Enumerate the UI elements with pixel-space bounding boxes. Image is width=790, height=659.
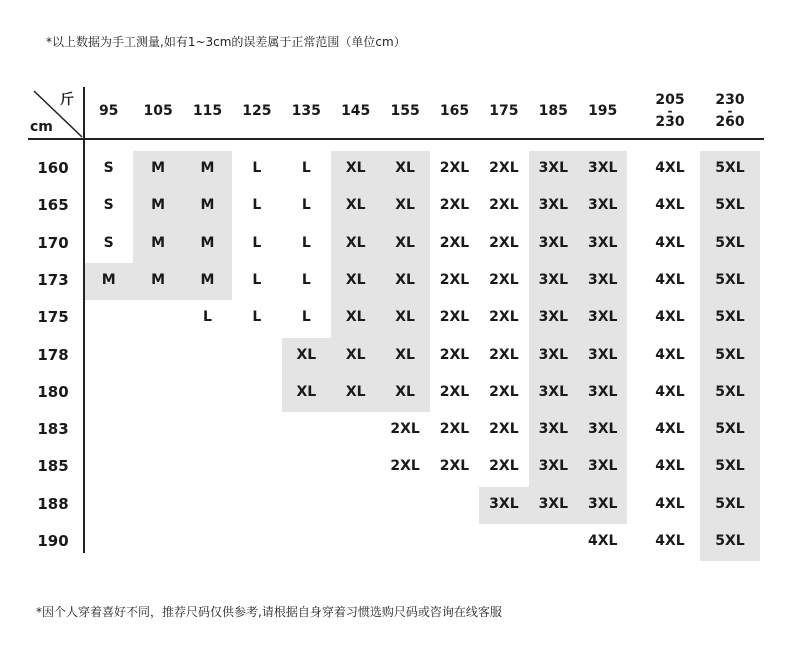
size-cell: 4XL [655, 346, 685, 363]
weight-header-dash: - [727, 104, 733, 118]
weight-header: 175 [489, 103, 519, 119]
size-cell: XL [395, 234, 415, 251]
size-cell: L [301, 271, 311, 288]
size-cell: XL [395, 271, 415, 288]
height-label: 183 [37, 420, 69, 439]
size-cell: 3XL [538, 271, 569, 288]
size-cell: 3XL [587, 495, 618, 512]
size-cell: 2XL [489, 309, 519, 326]
height-label: 160 [37, 159, 69, 177]
weight-header-bottom: 230 [655, 114, 685, 130]
weight-header [705, 92, 755, 130]
size-cell: 3XL [538, 383, 569, 400]
size-cell: L [252, 197, 262, 214]
size-cell: L [203, 309, 212, 326]
size-cell: 4XL [655, 160, 685, 176]
size-cell: 5XL [715, 495, 745, 512]
size-cell: 2XL [439, 421, 470, 438]
size-cell: XL [395, 346, 415, 363]
size-cell: 2XL [439, 271, 470, 288]
size-cell: 2XL [489, 160, 519, 176]
size-cell: 2XL [390, 421, 420, 438]
size-cell: L [301, 234, 311, 251]
height-label: 188 [37, 494, 69, 513]
weight-header: 145 [341, 103, 371, 119]
size-cell: 2XL [439, 458, 470, 475]
size-cell: 2XL [439, 160, 470, 176]
size-cell: S [103, 160, 114, 176]
size-cell: 5XL [715, 160, 745, 176]
size-cell: XL [345, 197, 366, 214]
size-cell: L [252, 160, 262, 176]
weight-header: 95 [98, 103, 119, 119]
size-cell: 3XL [587, 197, 618, 214]
weight-header: 135 [291, 103, 321, 119]
size-cell: 4XL [655, 271, 685, 288]
size-cell: M [200, 197, 215, 214]
height-label: 178 [37, 345, 69, 364]
size-cell: 3XL [538, 234, 569, 251]
size-cell: 2XL [439, 197, 470, 214]
size-cell: 3XL [538, 495, 569, 512]
height-label: 180 [37, 382, 69, 401]
size-cell: S [103, 234, 114, 251]
weight-header: 195 [588, 103, 618, 119]
size-cell: XL [345, 271, 366, 288]
size-cell: 2XL [489, 197, 519, 214]
size-cell: M [200, 271, 215, 288]
size-cell: 2XL [489, 234, 519, 251]
disclaimer-note: *因个人穿着喜好不同，推荐尺码仅供参考,请根据自身穿着习惯选购尺码或咨询在线客服 [36, 605, 502, 619]
size-cell: 4XL [655, 533, 685, 549]
weight-header-top: 230 [715, 92, 745, 108]
size-cell: 3XL [587, 421, 618, 438]
size-cell: 3XL [587, 346, 618, 363]
weight-header: 185 [538, 103, 568, 119]
size-cell: 2XL [489, 421, 519, 438]
size-cell: 3XL [587, 234, 618, 251]
size-cell: 2XL [489, 271, 519, 288]
size-cell: 5XL [715, 309, 745, 326]
size-cell: L [252, 271, 262, 288]
size-cell: XL [395, 197, 415, 214]
size-cell: M [151, 160, 166, 176]
size-cell: 4XL [655, 421, 685, 438]
size-cell: 5XL [715, 271, 745, 288]
size-cell: L [301, 160, 311, 176]
size-cell: S [103, 197, 114, 214]
size-cell: XL [345, 234, 366, 251]
weight-header: 115 [192, 103, 223, 119]
size-cell: 2XL [439, 234, 470, 251]
size-cell: XL [296, 383, 317, 400]
size-cell: 4XL [655, 234, 685, 251]
corner-height-label: cm [30, 119, 53, 135]
weight-header: 155 [390, 103, 420, 119]
size-cell: XL [345, 346, 366, 363]
header-divider [28, 138, 764, 140]
size-cell: 5XL [715, 421, 745, 438]
weight-header: 105 [143, 103, 173, 119]
size-cell: 4XL [655, 383, 685, 400]
size-cell: L [252, 234, 262, 251]
size-cell: L [301, 197, 311, 214]
weight-header-bottom: 260 [715, 114, 745, 130]
size-cell: M [151, 271, 166, 288]
height-label: 170 [37, 233, 69, 252]
measurement-note: *以上数据为手工测量,如有1~3cm的误差属于正常范围（单位cm） [46, 35, 406, 49]
corner-weight-label: 斤 [60, 92, 74, 108]
size-cell: L [252, 309, 262, 326]
size-cell: 5XL [715, 533, 745, 549]
size-cell: 2XL [489, 383, 519, 400]
height-label: 175 [37, 308, 69, 327]
size-cell: 3XL [538, 160, 569, 176]
size-cell: XL [345, 383, 366, 400]
size-cell: 4XL [587, 533, 618, 549]
size-cell: L [301, 309, 311, 326]
weight-header-dash: - [667, 104, 673, 118]
size-cell: XL [345, 309, 366, 326]
size-cell: 3XL [538, 197, 569, 214]
size-cell: 3XL [538, 458, 569, 475]
size-cell: XL [345, 160, 366, 176]
height-label: 185 [37, 457, 69, 476]
height-label: 190 [37, 532, 69, 550]
size-cell: 4XL [655, 458, 685, 475]
size-cell: M [200, 234, 215, 251]
size-cell: 3XL [587, 309, 618, 326]
size-cell: 3XL [587, 458, 618, 475]
size-cell: 5XL [715, 234, 745, 251]
size-cell: 3XL [587, 271, 618, 288]
weight-header [645, 92, 695, 130]
size-cell: 2XL [439, 309, 470, 326]
size-cell: 4XL [655, 495, 685, 512]
size-cell: 5XL [715, 458, 745, 475]
size-cell: 4XL [655, 197, 685, 214]
size-cell: XL [395, 160, 415, 176]
size-cell: 2XL [439, 383, 470, 400]
size-cell: M [151, 197, 166, 214]
size-cell: 2XL [489, 346, 519, 363]
size-cell: 3XL [489, 495, 519, 512]
size-cell: 3XL [587, 383, 618, 400]
size-cell: 5XL [715, 383, 745, 400]
weight-header: 125 [242, 103, 272, 119]
height-label: 173 [37, 270, 69, 289]
size-cell: 3XL [538, 346, 569, 363]
weight-header: 165 [439, 103, 470, 119]
size-cell: M [151, 234, 166, 251]
size-cell: 5XL [715, 197, 745, 214]
weight-header-top: 205 [655, 92, 685, 108]
size-cell: 3XL [587, 160, 618, 176]
size-cell: XL [296, 346, 317, 363]
size-cell: XL [395, 309, 415, 326]
size-cell: M [101, 271, 116, 288]
size-cell: 2XL [390, 458, 420, 475]
size-cell: 2XL [439, 346, 470, 363]
size-cell: 2XL [489, 458, 519, 475]
size-cell: 4XL [655, 309, 685, 326]
height-label: 165 [37, 196, 69, 215]
size-cell: 5XL [715, 346, 745, 363]
size-cell: 3XL [538, 309, 569, 326]
size-cell: M [200, 160, 215, 176]
size-cell: XL [395, 383, 415, 400]
size-cell: 3XL [538, 421, 569, 438]
